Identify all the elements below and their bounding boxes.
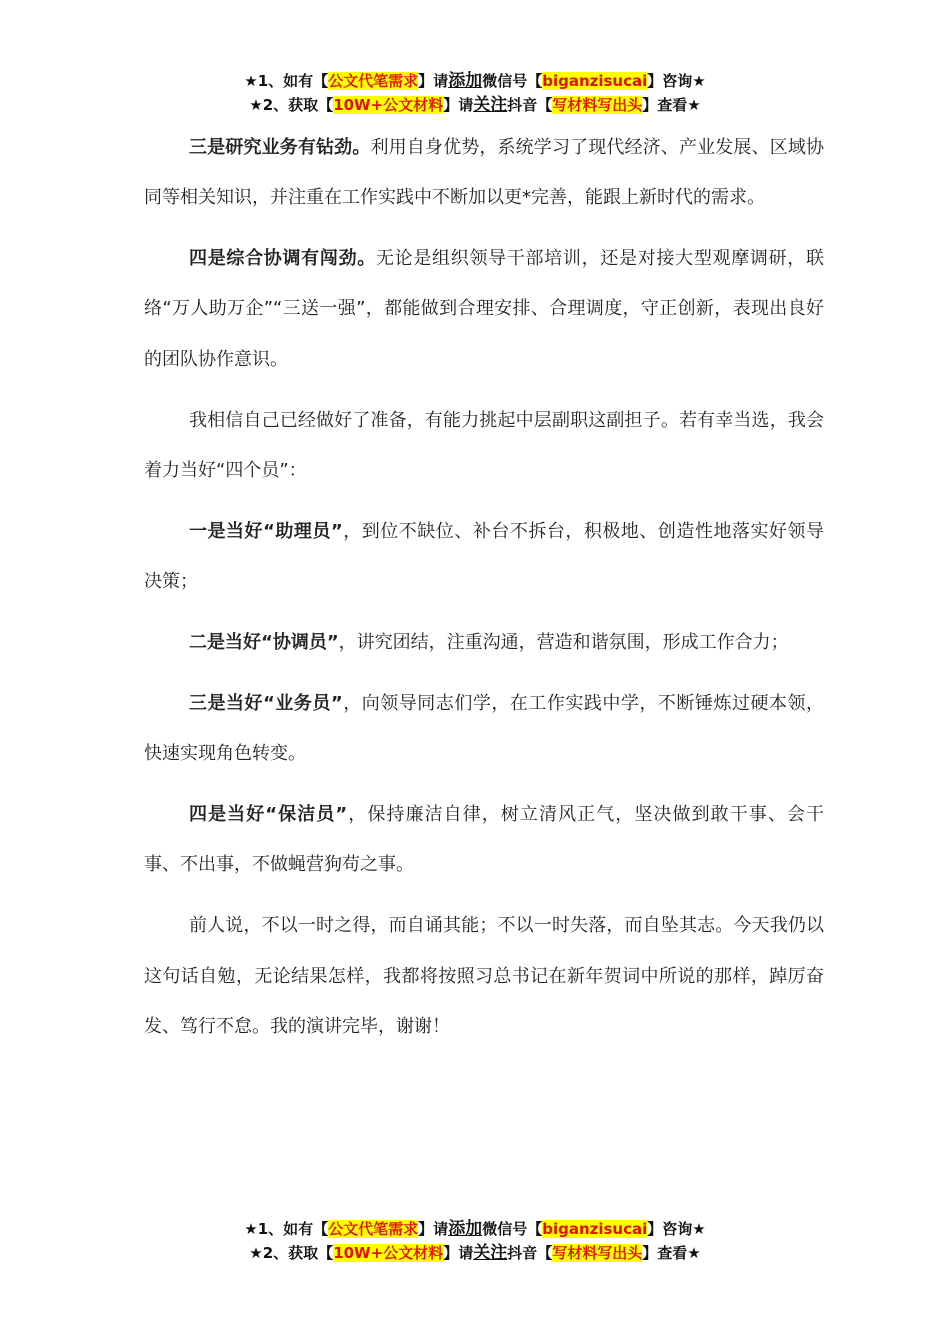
highlight-service: 公文代笔需求 [328, 1220, 419, 1238]
highlight-douyin: 写材料写出头 [552, 1244, 643, 1262]
paragraph: 三是研究业务有钻劲。利用自身优势，系统学习了现代经济、产业发展、区域协同等相关知识，并注重在工作实践中不断加以更*完善，能跟上新时代的需求。 [144, 137, 825, 209]
banner-line-2: ★2、获取【10W+公文材料】请关注抖音【写材料写出头】查看★ [249, 1243, 701, 1263]
banner-line-1: ★1、如有【公文代笔需求】请添加微信号【biganzisucai】咨询★ [244, 1219, 706, 1239]
paragraph: 前人说，不以一时之得，而自诵其能；不以一时失落，而自坠其志。今天我仍以这句话自勉，无论结果怎样，我都将按照习总书记在新年贺词中所说的那样，踔厉奋发、笃行不怠。我的演讲完毕，谢谢！ [144, 915, 824, 1037]
highlight-materials: 10W+公文材料 [333, 96, 444, 114]
banner-line-2: ★2、获取【10W+公文材料】请关注抖音【写材料写出头】查看★ [249, 95, 701, 115]
banner-line-1: ★1、如有【公文代笔需求】请添加微信号【biganzisucai】咨询★ [244, 71, 706, 91]
highlight-wechat-id: biganzisucai [542, 1220, 648, 1238]
paragraph: 三是当好“业务员”，向领导同志们学，在工作实践中学，不断锤炼过硬本领，快速实现角色转变。 [144, 692, 824, 765]
paragraph: 四是当好“保洁员”，保持廉洁自律，树立清风正气，坚决做到敢干事、会干事、不出事，不做蝇营狗苟之事。 [144, 804, 824, 876]
footer-banner [0, 1217, 950, 1265]
document-body [144, 123, 824, 1052]
paragraph: 四是综合协调有闯劲。无论是组织领导干部培训，还是对接大型观摩调研，联络“万人助万企”“三送一强”，都能做到合理安排、合理调度，守正创新，表现出良好的团队协作意识。 [144, 248, 824, 370]
paragraph: 我相信自己已经做好了准备，有能力挑起中层副职这副担子。若有幸当选，我会着力当好“四个员”： [144, 409, 824, 481]
paragraph: 二是当好“协调员”，讲究团结，注重沟通，营造和谐氛围，形成工作合力； [189, 632, 789, 654]
highlight-wechat-id: biganzisucai [542, 72, 648, 90]
highlight-douyin: 写材料写出头 [552, 96, 643, 114]
highlight-materials: 10W+公文材料 [333, 1244, 444, 1262]
header-banner [0, 69, 950, 117]
highlight-service: 公文代笔需求 [328, 72, 419, 90]
paragraph: 一是当好“助理员”，到位不缺位、补台不拆台，积极地、创造性地落实好领导决策； [144, 520, 824, 593]
